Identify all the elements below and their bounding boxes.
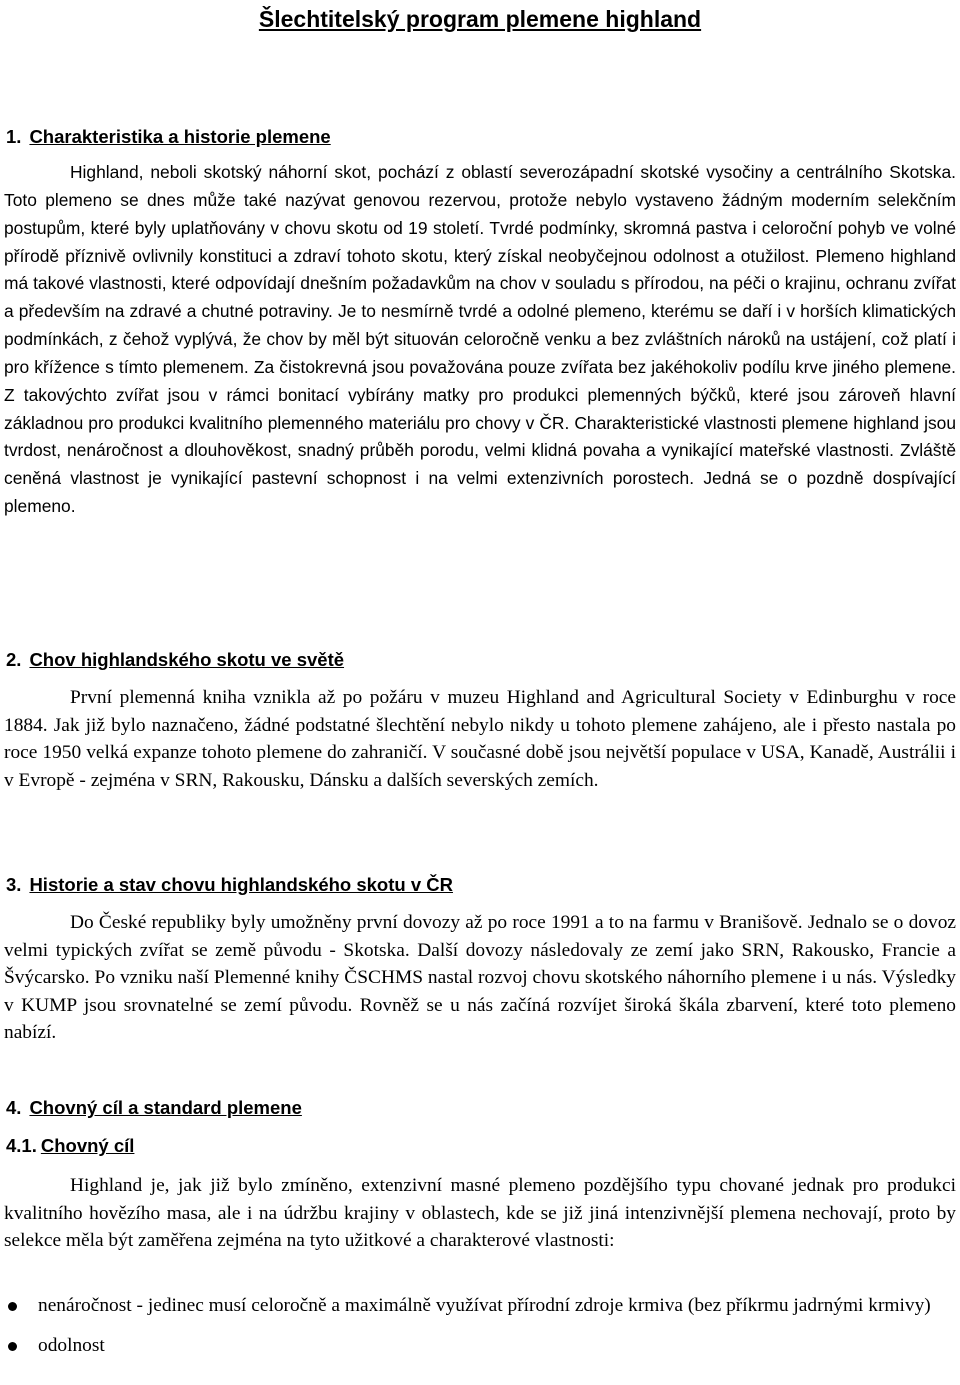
- section-4-heading: [6, 1096, 302, 1120]
- list-item-text: odolnost: [38, 1334, 105, 1356]
- trait-list: [0, 1292, 956, 1371]
- section-2-title: Chov highlandského skotu ve světě: [29, 649, 345, 670]
- section-4-1-number: 4.1.: [6, 1135, 37, 1156]
- section-1-number: 1.: [6, 126, 22, 147]
- list-item: [0, 1292, 956, 1320]
- document-title: Šlechtitelský program plemene highland: [258, 6, 702, 32]
- section-2-number: 2.: [6, 649, 22, 670]
- section-1-heading: [6, 125, 331, 149]
- section-3-title: Historie a stav chovu highlandského skotu v ČR: [29, 874, 453, 895]
- section-4-1-title: Chovný cíl: [40, 1135, 135, 1156]
- section-3-number: 3.: [6, 874, 22, 895]
- section-4-1-paragraph: Highland je, jak již bylo zmíněno, extenzivní masné plemeno pozdějšího typu chované jednak pro produkci kvalitního hovězího masa, ale i na údržbu krajiny v oblastech, kde se již jiná intenzivnější plemena nechovají, proto by selekce měla být zaměřena zejména na tyto užitkové a charakterové vlastnosti:: [4, 1175, 956, 1251]
- section-2-paragraph: První plemenná kniha vznikla až po požáru v muzeu Highland and Agricultural Society v Edinburghu v roce 1884. Jak již bylo naznačeno, žádné podstatné šlechtění nebylo nikdy u tohoto plemene zahájeno, ale i přesto nastala po roce 1950 velká expanze tohoto plemene do zahraničí. V současné době jsou největší populace v USA, Kanadě, Austrálii i v Evropě - zejména v SRN, Rakousku, Dánsku a dalších severských zemích.: [4, 687, 956, 791]
- section-1-paragraph: Highland, neboli skotský náhorní skot, pochází z oblastí severozápadní skotské vysočiny a centrálního Skotska. Toto plemeno se dnes může také nazývat genovou rezervou, protože nebylo vystaveno žádným moderním selekčním postupům, které byly uplatňovány v chovu skotu od 19 století. Tvrdé podmínky, skromná pastva i celoroční pohyb ve volné přírodě příznivě ovlivnily konstituci a zdraví tohoto skotu, který získal neobyčejnou odolnost a otužilost. Plemeno highland má takové vlastnosti, které odpovídají dnešním požadavkům na chov v souladu s přírodou, na péči o krajinu, ochranu zvířat a především na zdravé a chutné potraviny. Je to nesmírně tvrdé a odolné plemeno, kterému se daří i v horších klimatických podmínkách, z čehož vyplývá, že chov by měl být situován celoročně venku a bez zvláštních nároků na ustájení, což platí i pro křížence s tímto plemenem. Za čistokrevná jsou považována pouze zvířata bez jakéhokoliv podílu krve jiného plemene. Z takovýchto zvířat jsou v rámci bonitací vybírány matky pro produkci plemenných býčků, které jsou zároveň hlavní základnou pro produkci kvalitního plemenného materiálu pro chovy v ČR. Charakteristické vlastnosti plemene highland jsou tvrdost, nenáročnost a dlouhověkost, snadný průběh porodu, velmi klidná povaha a vynikající mateřské vlastnosti. Zvláště ceněná vlastnost je vynikající pastevní schopnost i na velmi extenzivních porostech. Jedná se o pozdně dospívající plemeno.: [4, 162, 956, 517]
- section-4-number: 4.: [6, 1097, 22, 1118]
- section-3-paragraph: Do České republiky byly umožněny první dovozy až po roce 1991 a to na farmu v Branišově. Jednalo se o dovoz velmi typických zvířat se země původu - Skotska. Další dovozy následovaly ze zemí jako SRN, Rakousko, Francie a Švýcarsko. Po vzniku naší Plemenné knihy ČSCHMS nastal rozvoj chovu skotského náhorního plemene i u nás. Výsledky v KUMP jsou srovnatelné se zemí původu. Rovněž se u nás začíná rozvíjet široká škála zbarvení, které toto plemeno nabízí.: [4, 912, 956, 1043]
- bullet-icon: [8, 1342, 17, 1351]
- bullet-icon: [8, 1302, 17, 1311]
- section-1-title: Charakteristika a historie plemene: [29, 126, 331, 147]
- list-item-text: nenáročnost - jedinec musí celoročně a maximálně využívat přírodní zdroje krmiva (bez příkrmu jadrnými krmivy): [38, 1295, 931, 1316]
- section-3-heading: [6, 873, 453, 897]
- section-4-1-heading: [6, 1134, 134, 1158]
- section-2-heading: [6, 648, 344, 672]
- section-4-title: Chovný cíl a standard plemene: [29, 1097, 302, 1118]
- list-item: [0, 1332, 956, 1360]
